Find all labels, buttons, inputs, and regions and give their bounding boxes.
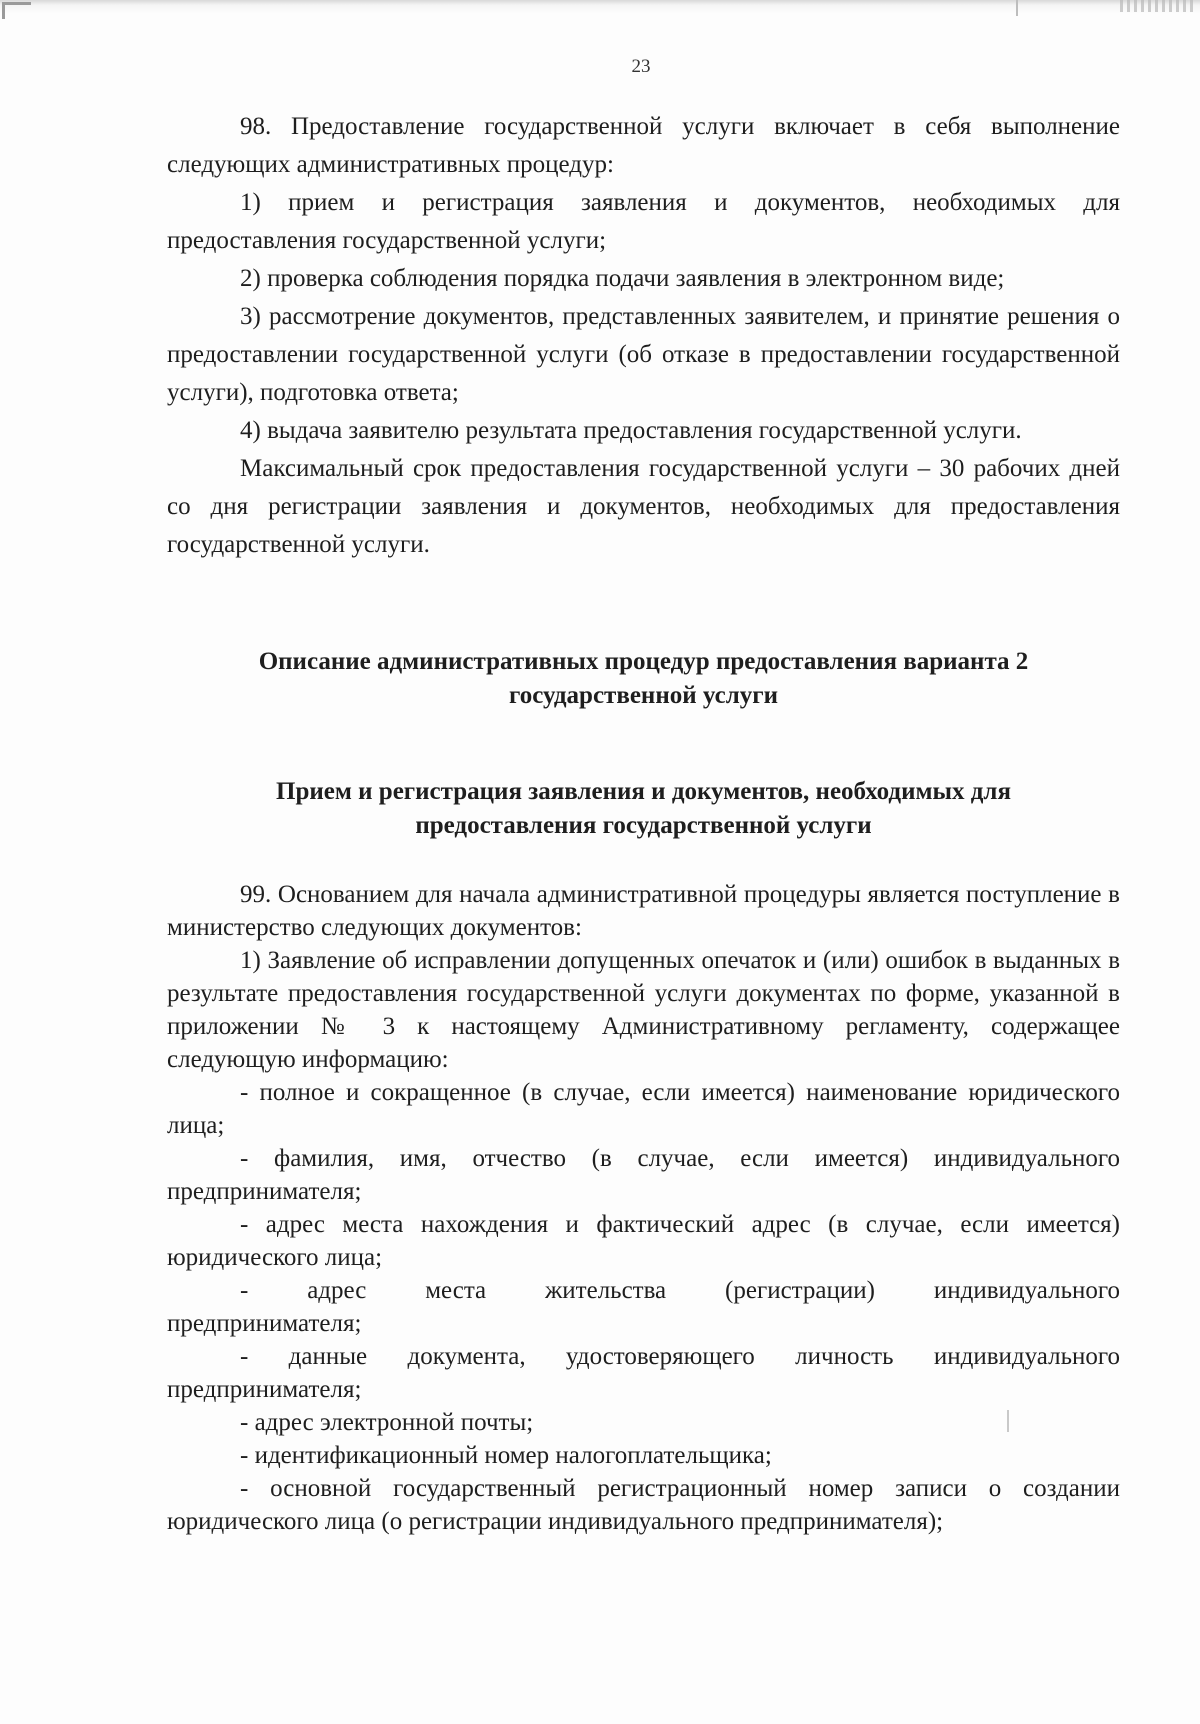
paragraph-99-block bbox=[167, 878, 1120, 1538]
section-heading-variant-2 bbox=[167, 645, 1120, 713]
heading-line: Описание административных процедур предоставления варианта 2 bbox=[258, 648, 1029, 675]
residence-tail: предпринимателя; bbox=[167, 1310, 362, 1337]
scan-corner-mark bbox=[2, 2, 31, 19]
heading-line: государственной услуги bbox=[508, 682, 779, 709]
section-heading-reception bbox=[167, 775, 1120, 843]
word: (регистрации) bbox=[725, 1277, 875, 1304]
paragraph-98-intro: 98. Предоставление государственной услуги включает в себя выполнение следующих административных процедур: bbox=[167, 113, 1120, 178]
bullet-item-residence bbox=[167, 1274, 1120, 1340]
residence-line bbox=[167, 1274, 1120, 1307]
heading-line: Прием и регистрация заявления и документов, необходимых для bbox=[276, 778, 1011, 805]
bullet-item: - фамилия, имя, отчество (в случае, если имеется) индивидуального предпринимателя; bbox=[167, 1145, 1120, 1205]
list-item: 3) рассмотрение документов, представленных заявителем, и принятие решения о предоставлении государственной услуги (об отказе в предоставлении государственной услуги), подготовка ответа; bbox=[167, 303, 1120, 406]
heading-line: предоставления государственной услуги bbox=[415, 812, 872, 839]
word: адрес bbox=[307, 1277, 367, 1304]
word: - bbox=[240, 1277, 249, 1304]
list-item: 4) выдача заявителю результата предоставления государственной услуги. bbox=[240, 417, 1022, 444]
bullet-item: - адрес места нахождения и фактический адрес (в случае, если имеется) юридического лица; bbox=[167, 1211, 1120, 1271]
scan-edge bbox=[0, 0, 1200, 14]
list-item: 2) проверка соблюдения порядка подачи заявления в электронном виде; bbox=[240, 265, 1005, 292]
paragraph-98-block bbox=[167, 108, 1120, 564]
max-term-paragraph: Максимальный срок предоставления государственной услуги – 30 рабочих дней со дня регистрации заявления и документов, необходимых для предоставления государственной услуги. bbox=[167, 455, 1120, 558]
scan-tick-mark bbox=[1016, 0, 1018, 16]
list-item: 1) прием и регистрация заявления и документов, необходимых для предоставления государственной услуги; bbox=[167, 189, 1120, 254]
bullet-item: - основной государственный регистрационный номер записи о создании юридического лица (о регистрации индивидуального предпринимателя); bbox=[167, 1475, 1120, 1535]
page-number: 23 bbox=[631, 56, 651, 77]
paragraph-99-intro: 99. Основанием для начала административной процедуры является поступление в министерство следующих документов: bbox=[167, 881, 1120, 941]
bullet-item: - адрес электронной почты; bbox=[240, 1409, 534, 1436]
bullet-item: - полное и сокращенное (в случае, если имеется) наименование юридического лица; bbox=[167, 1079, 1120, 1139]
bullet-item: - идентификационный номер налогоплательщика; bbox=[240, 1442, 772, 1469]
word: жительства bbox=[545, 1277, 667, 1304]
scan-noise-mark bbox=[1120, 0, 1196, 12]
word: индивидуального bbox=[933, 1277, 1120, 1304]
word: места bbox=[425, 1277, 487, 1304]
list-item: 1) Заявление об исправлении допущенных опечаток и (или) ошибок в выданных в результате предоставления государственной услуги документах по форме, указанной в приложении № 3 к настоящему Административному регламенту, содержащее следующую информацию: bbox=[167, 947, 1120, 1073]
bullet-item: - данные документа, удостоверяющего личность индивидуального предпринимателя; bbox=[167, 1343, 1120, 1403]
